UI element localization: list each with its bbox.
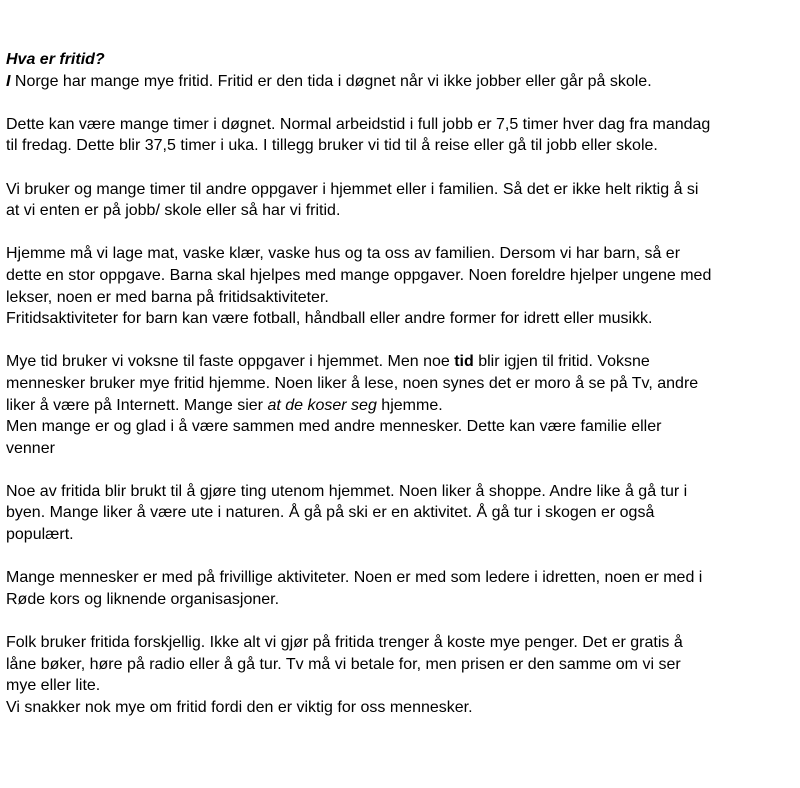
text-line: populært. — [6, 526, 74, 544]
paragraph-gap — [6, 459, 800, 481]
text-span: blir igjen til fritid. Voksne — [473, 353, 650, 371]
paragraph-intro — [6, 71, 800, 93]
text-line: Hjemme må vi lage mat, vaske klær, vaske hus og ta oss av familien. Dersom vi har barn, så er — [6, 245, 681, 263]
text-line: venner — [6, 439, 55, 457]
text-line — [6, 395, 800, 417]
title-text: Hva er fritid? — [6, 51, 105, 68]
text-line: Noe av fritida blir brukt til å gjøre ting utenom hjemmet. Noen liker å shoppe. Andre like å gå tur i — [6, 482, 688, 500]
text-line: låne bøker, høre på radio eller å gå tur. Tv må vi betale for, men prisen er den samme om vi ser — [6, 655, 681, 673]
paragraph-gap — [6, 157, 800, 179]
bold-word: tid — [454, 353, 474, 371]
text-line: Vi snakker nok mye om fritid fordi den er viktig for oss mennesker. — [6, 698, 473, 716]
text-line: byen. Mange liker å være ute i naturen. Å gå på ski er en aktivitet. Å gå tur i skogen er også — [6, 504, 655, 522]
text-line: dette en stor oppgave. Barna skal hjelpes med mange oppgaver. Noen foreldre hjelper ungene med — [6, 266, 712, 284]
paragraph-gap — [6, 222, 800, 244]
text-span: liker å være på Internett. Mange sier — [6, 396, 268, 414]
intro-text: Norge har mange mye fritid. Fritid er den tida i døgnet når vi ikke jobber eller går på skole. — [10, 72, 652, 90]
paragraph-gap — [6, 330, 800, 352]
text-span: hjemme. — [376, 396, 443, 414]
initial-letter: I — [6, 72, 11, 90]
text-line: Mange mennesker er med på frivillige aktiviteter. Noen er med som ledere i idretten, noen er med i — [6, 569, 703, 587]
text-line: at vi enten er på jobb/ skole eller så har vi fritid. — [6, 202, 341, 220]
text-line: til fredag. Dette blir 37,5 timer i uka. I tillegg bruker vi tid til å reise eller gå til jobb eller skole. — [6, 137, 658, 155]
paragraph-gap — [6, 610, 800, 632]
text-line: lekser, noen er med barna på fritidsaktiviteter. — [6, 288, 329, 306]
text-line: Vi bruker og mange timer til andre oppgaver i hjemmet eller i familien. Så det er ikke helt riktig å si — [6, 180, 699, 198]
text-span: Mye tid bruker vi voksne til faste oppgaver i hjemmet. Men noe — [6, 353, 455, 371]
paragraph-gap — [6, 92, 800, 114]
text-line: Men mange er og glad i å være sammen med andre mennesker. Dette kan være familie eller — [6, 418, 662, 436]
text-line: Dette kan være mange timer i døgnet. Normal arbeidstid i full jobb er 7,5 timer hver dag fra mandag — [6, 115, 711, 133]
document-title — [6, 49, 800, 71]
text-line: mennesker bruker mye fritid hjemme. Noen liker å lese, noen synes det er moro å se på Tv, andre — [6, 374, 699, 392]
text-line: Fritidsaktiviteter for barn kan være fotball, håndball eller andre former for idrett eller musikk. — [6, 310, 653, 328]
document-body — [6, 49, 800, 718]
text-line: Folk bruker fritida forskjellig. Ikke alt vi gjør på fritida trenger å koste mye penger. Det er gratis å — [6, 634, 683, 652]
italic-phrase: at de koser seg — [267, 396, 377, 414]
paragraph-gap — [6, 546, 800, 568]
text-line: mye eller lite. — [6, 677, 101, 695]
text-line: Røde kors og liknende organisasjoner. — [6, 590, 280, 608]
text-line — [6, 351, 800, 373]
